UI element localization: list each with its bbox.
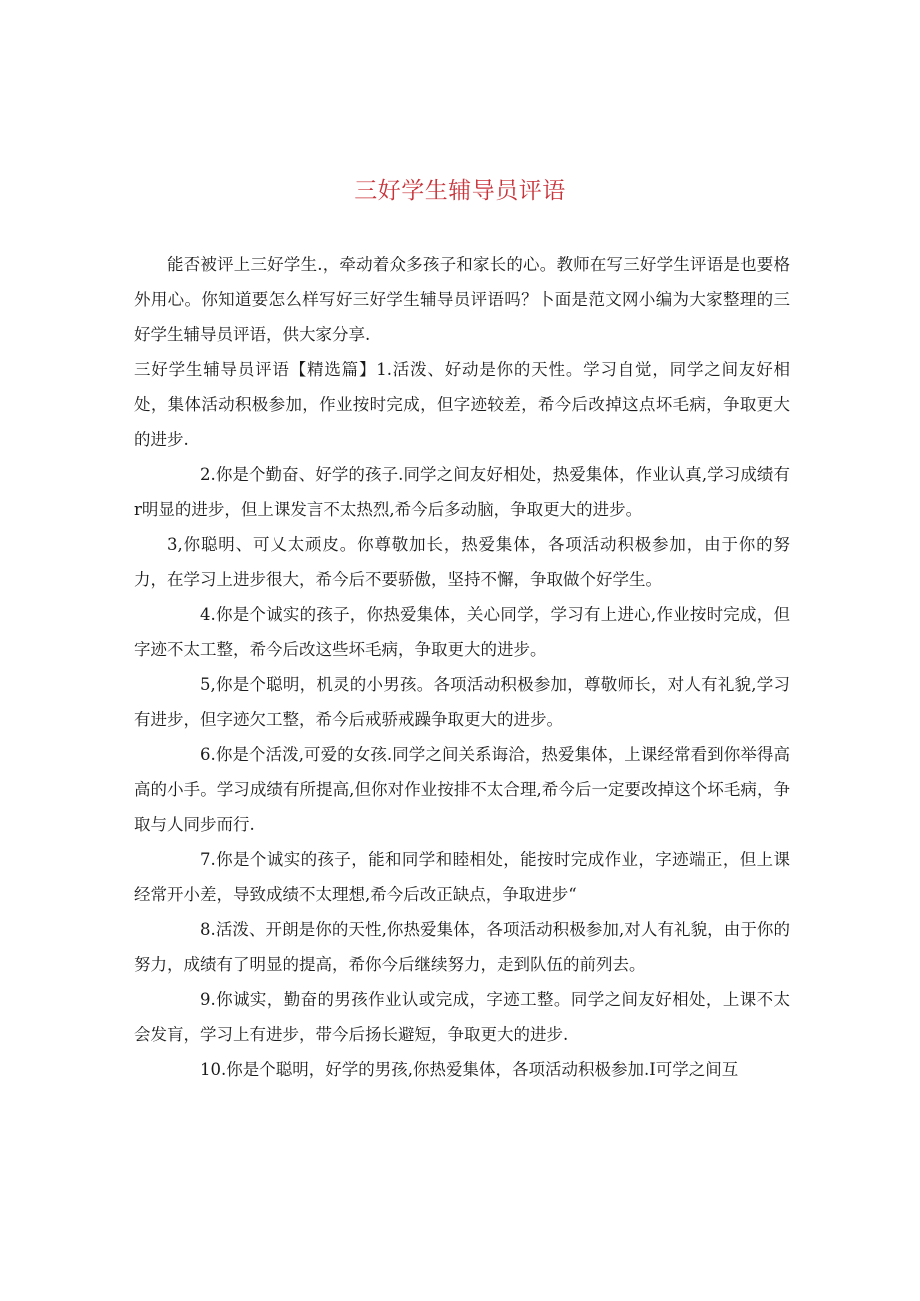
list-item xyxy=(134,527,790,597)
list-item xyxy=(134,912,790,982)
document-body xyxy=(134,247,790,1087)
item-text: ,你是个聪明，机灵的小男孩。各项活动积极参加，尊敬师长，对人有礼貌,学习有进步，但字迹欠工整，希今后戒骄戒躁争取更大的进步。 xyxy=(134,675,790,729)
item-number: 6 xyxy=(200,745,211,764)
document-title: 三好学生辅导员评语 xyxy=(354,178,566,204)
item-text: 3,你聪明、可乂太顽皮。你尊敬加长，热爱集体，各项活动积极参加，由于你的努力，在学习上进步很大，希今后不要骄傲，坚持不懈，争取做个好学生。 xyxy=(134,535,790,589)
list-item xyxy=(134,737,790,842)
list-item xyxy=(134,667,790,737)
list-item xyxy=(134,597,790,667)
item-number: 2 xyxy=(200,465,211,484)
item-text: .你是个勤奋、好学的孩子.同学之间友好相处，热爱集体，作业认真,学习成绩有r明显的进步，但上课发言不太热烈,希今后多动脑，争取更大的进步。 xyxy=(134,465,790,519)
item-number: 9 xyxy=(200,990,211,1009)
item-number: 7 xyxy=(200,850,211,869)
item-number: 4 xyxy=(200,605,211,624)
item-text: .你是个诚实的孩子，能和同学和睦相处，能按时完成作业，字迹端正，但上课经常开小差，导致成绩不太理想,希今后改正缺点，争取进步“ xyxy=(134,850,790,904)
item-text: .你是个活泼,可爱的女孩.同学之间关系诲洽，热爱集体，上课经常看到你举得高高的小手。学习成绩有所提高,但你对作业按排不太合理,希今后一定要改掉这个坏毛病，争取与人同步而行. xyxy=(134,745,790,834)
list-item xyxy=(134,842,790,912)
item-number: 5 xyxy=(200,675,211,694)
item-number: 8 xyxy=(200,920,211,939)
section-heading-paragraph: 三好学生辅导员评语【精选篇】1.活泼、好动是你的天性。学习自觉，同学之间友好相处，集体活动积极参加，作业按时完成，但字迹较差，希今后改掉这点坏毛病，争取更大的进步. xyxy=(134,360,790,449)
list-item xyxy=(134,457,790,527)
item-number: 10 xyxy=(200,1060,221,1079)
list-item xyxy=(134,982,790,1052)
item-text: .活泼、开朗是你的天性,你热爱集体，各项活动积极参加,对人有礼貌，由于你的努力，成绩有了明显的提高，希你今后继续努力，走到队伍的前列去。 xyxy=(134,920,790,974)
item-text: .你是个聪明，好学的男孩,你热爱集体，各项活动积极参加.I可学之间互 xyxy=(221,1060,739,1079)
list-item xyxy=(134,1052,790,1087)
item-text: .你是个诚实的孩子，你热爱集体，关心同学，学习有上进心,作业按时完成，但字迹不太工整，希今后改这些坏毛病，争取更大的进步。 xyxy=(134,605,790,659)
intro-paragraph: 能否被评上三好学生.，牵动着众多孩子和家长的心。教师在写三好学生评语是也要格外用心。你知道要怎么样写好三好学生辅导员评语吗？卜面是范文网小编为大家整理的三好学生辅导员评语，供大家分享. xyxy=(134,255,790,344)
item-text: .你诚实，勤奋的男孩作业认或完成，字迹工整。同学之间友好相处，上课不太会发肓，学习上有进步，带今后扬长避短，争取更大的进步. xyxy=(134,990,790,1044)
